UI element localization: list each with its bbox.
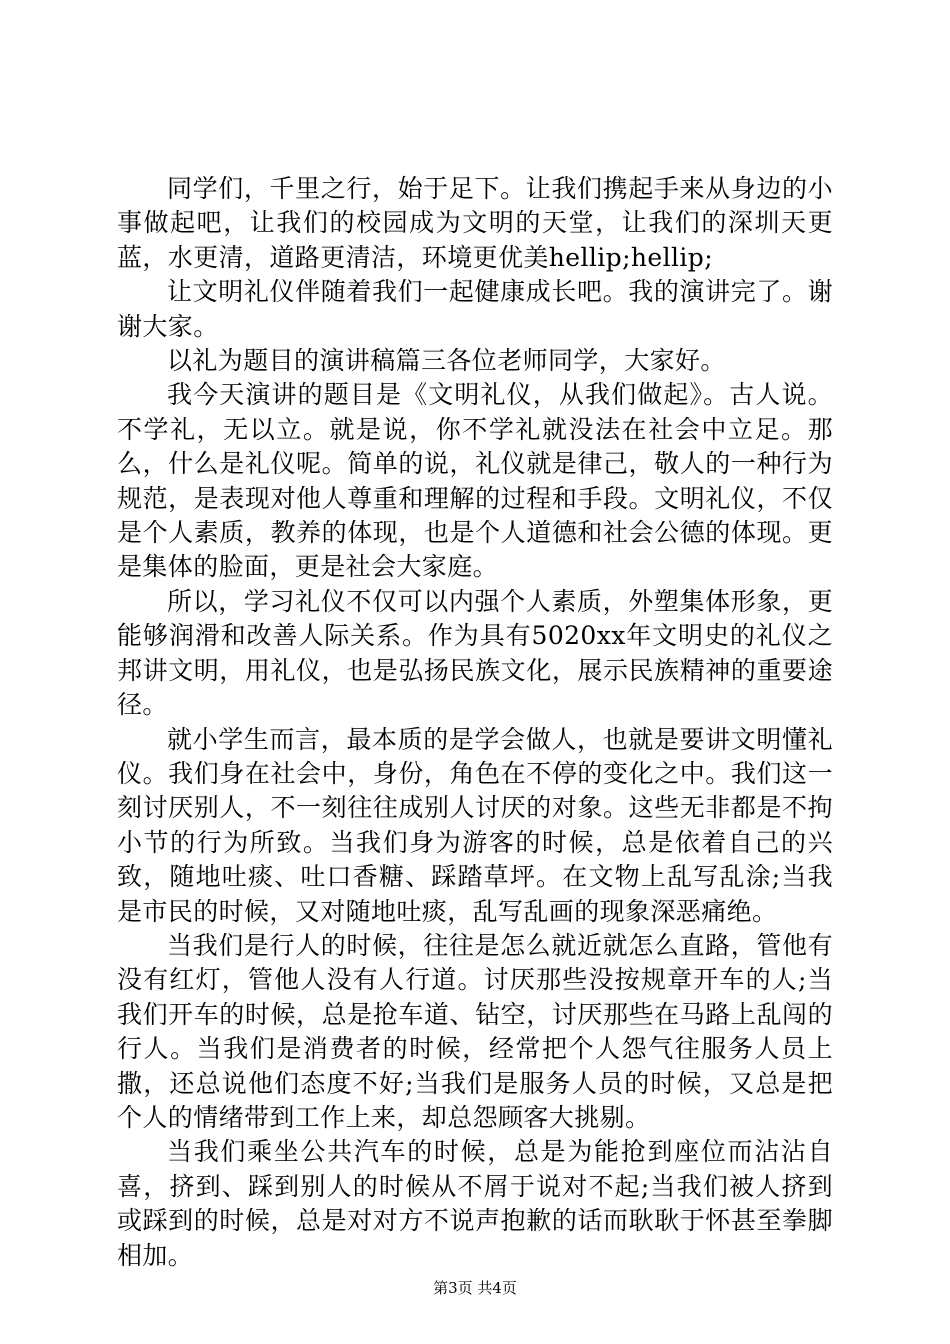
page-number: 第3页 — [433, 1279, 473, 1297]
paragraph: 以礼为题目的演讲稿篇三各位老师同学，大家好。 — [167, 346, 726, 376]
page-total: 共4页 — [477, 1279, 517, 1297]
paragraph: 当我们乘坐公共汽车的时候，总是为能抢到座位而沾沾自喜，挤到、踩到别人的时候从不屑于说对不起;当我们被人挤到或踩到的时候，总是对对方不说声抱歉的话而耿耿于怀甚至拳脚相加。 — [117, 1137, 833, 1270]
document-body — [117, 172, 833, 1273]
page-footer — [0, 1278, 950, 1298]
paragraph: 所以，学习礼仪不仅可以内强个人素质，外塑集体形象，更能够润滑和改善人际关系。作为具有5020xx年文明史的礼仪之邦讲文明，用礼仪，也是弘扬民族文化，展示民族精神的重要途径。 — [117, 586, 833, 720]
paragraph: 我今天演讲的题目是《文明礼仪，从我们做起》。古人说。不学礼，无以立。就是说，你不学礼就没法在社会中立足。那么，什么是礼仪呢。简单的说，礼仪就是律己，敬人的一种行为规范，是表现对他人尊重和理解的过程和手段。文明礼仪，不仅是个人素质，教养的体现，也是个人道德和社会公德的体现。更是集体的脸面，更是社会大家庭。 — [117, 380, 833, 582]
paragraph: 同学们，千里之行，始于足下。让我们携起手来从身边的小事做起吧，让我们的校园成为文明的天堂，让我们的深圳天更蓝，水更清，道路更清洁，环境更优美hellip;hellip; — [117, 174, 833, 272]
paragraph: 当我们是行人的时候，往往是怎么就近就怎么直路，管他有没有红灯，管他人没有人行道。讨厌那些没按规章开车的人;当我们开车的时候，总是抢车道、钻空，讨厌那些在马路上乱闯的行人。当我们是消费者的时候，经常把个人怨气往服务人员上撒，还总说他们态度不好;当我们是服务人员的时候，又总是把个人的情绪带到工作上来，却总怨顾客大挑剔。 — [117, 930, 833, 1132]
paragraph: 让文明礼仪伴随着我们一起健康成长吧。我的演讲完了。谢谢大家。 — [117, 277, 833, 341]
paragraph: 就小学生而言，最本质的是学会做人，也就是要讲文明懂礼仪。我们身在社会中，身份，角色在不停的变化之中。我们这一刻讨厌别人，不一刻往往成别人讨厌的对象。这些无非都是不拘小节的行为所致。当我们身为游客的时候，总是依着自己的兴致，随地吐痰、吐口香糖、踩踏草坪。在文物上乱写乱涂;当我是市民的时候，又对随地吐痰，乱写乱画的现象深恶痛绝。 — [117, 724, 833, 926]
